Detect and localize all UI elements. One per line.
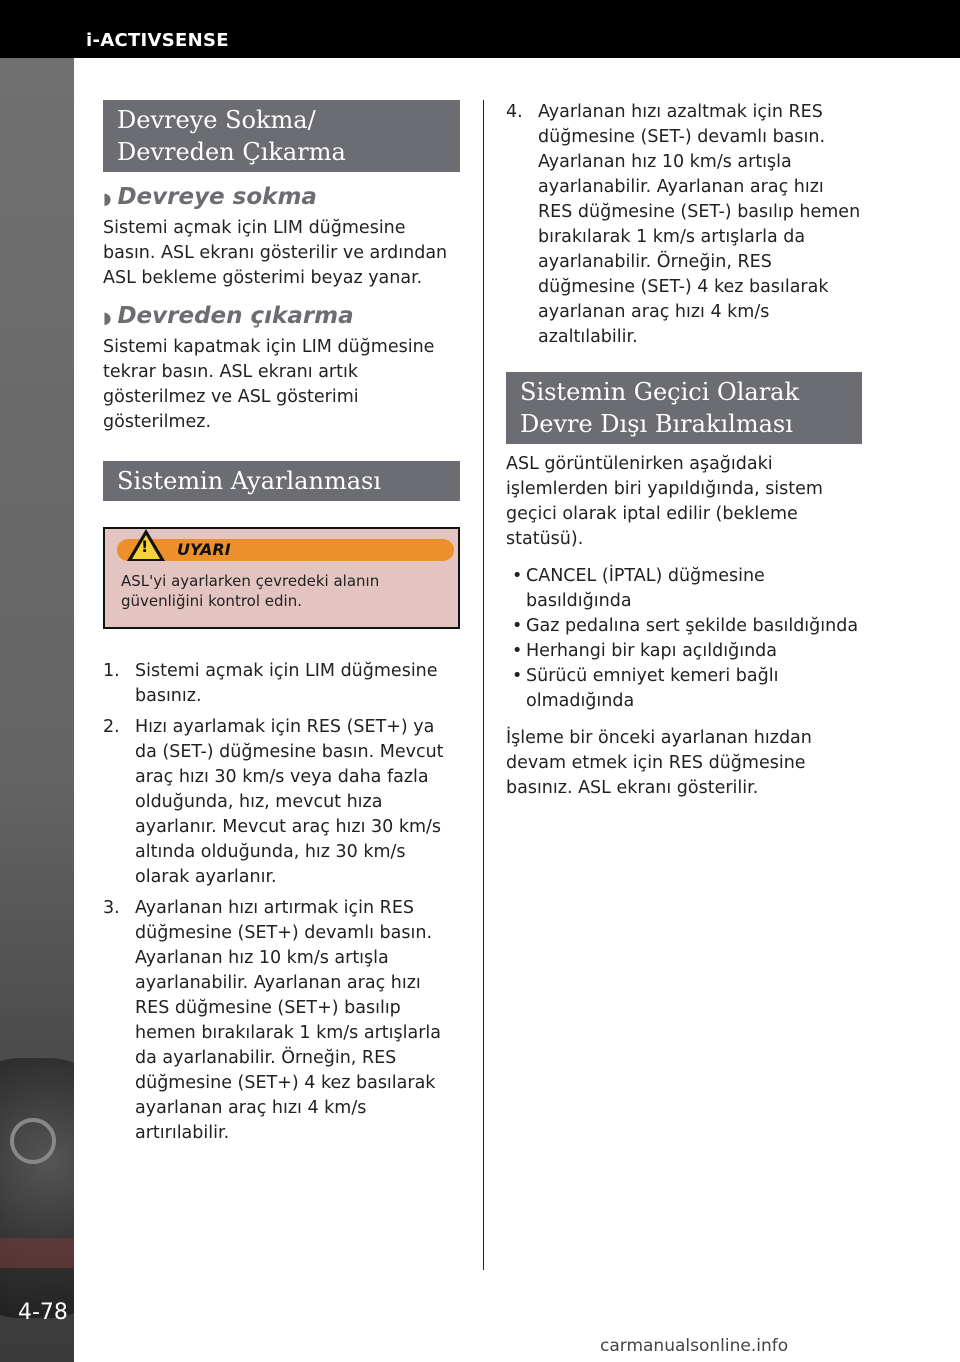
top-bar <box>0 0 960 58</box>
caret-right-icon: ◗ <box>103 308 112 327</box>
list-item: 3. Ayarlanan hızı artırmak için RES düğmesine (SET+) devamlı basın. Ayarlanan hız 10 km/s artışla ayarlanabilir. Ayarlanan araç hızı RES düğmesine (SET+) basılıp hemen bırakılarak 1 km/s artışlarla da ayarlanabilir. Örneğin, RES düğmesine (SET+) 4 kez basılarak ayarlanan araç hızı 4 km/s artırılabilir. <box>103 898 441 1143</box>
heading-engage: Devreye Sokma/ Devreden Çıkarma <box>103 100 460 172</box>
column-divider <box>483 100 484 1270</box>
warning-box <box>103 527 460 629</box>
paragraph-engage: Sistemi açmak için LIM düğmesine basın. ASL ekranı gösterilir ve ardından ASL bekleme gösterimi beyaz yanar. <box>103 218 448 288</box>
exclamation-icon: ! <box>141 537 149 556</box>
list-item: • Herhangi bir kapı açıldığında <box>512 641 777 661</box>
ambient-light-graphic <box>0 1238 74 1268</box>
left-column <box>103 100 460 1152</box>
condition-list <box>506 564 862 714</box>
caret-right-icon: ◗ <box>103 189 112 208</box>
paragraph-disengage: Sistemi kapatmak için LIM düğmesine tekrar basın. ASL ekranı artık gösterilmez ve ASL gösterimi gösterilmez. <box>103 337 435 432</box>
paragraph-disable-intro: ASL görüntülenirken aşağıdaki işlemlerden biri yapıldığında, sistem geçici olarak iptal edilir (bekleme statüsü). <box>506 454 823 549</box>
list-item: • Sürücü emniyet kemeri bağlı olmadığında <box>512 666 779 711</box>
heading-setting: Sistemin Ayarlanması <box>103 461 460 501</box>
list-item: 4. Ayarlanan hızı azaltmak için RES düğmesine (SET-) devamlı basın. Ayarlanan hız 10 km/s artışla ayarlanabilir. Ayarlanan araç hızı RES düğmesine (SET-) basılıp hemen bırakılarak 1 km/s artışlarla da ayarlanabilir. Örneğin, RES düğmesine (SET-) 4 kez basılarak ayarlanan araç hızı 4 km/s azaltılabilir. <box>506 102 861 347</box>
watermark: carmanualsonline.info <box>600 1336 789 1356</box>
list-item: 2. Hızı ayarlamak için RES (SET+) ya da (SET-) düğmesine basın. Mevcut araç hızı 30 km/s veya daha fazla olduğunda, hız, mevcut hıza ayarlanır. Mevcut araç hızı 30 km/s altında olduğunda, hız 30 km/s olarak ayarlanır. <box>103 717 444 887</box>
air-vent-graphic <box>10 1118 56 1164</box>
warning-label: UYARI <box>177 540 231 559</box>
subheading-disengage: ◗ Devreden çıkarma <box>103 303 354 329</box>
steps-list <box>103 659 460 1146</box>
list-item: 1. Sistemi açmak için LIM düğmesine basınız. <box>103 661 438 706</box>
warning-banner <box>117 539 454 561</box>
sidebar-photo <box>0 58 74 1362</box>
heading-temporary-disable: Sistemin Geçici Olarak Devre Dışı Bırakılması <box>506 372 862 444</box>
subheading-engage: ◗ Devreye sokma <box>103 184 317 210</box>
right-column <box>506 100 862 801</box>
list-item: • CANCEL (İPTAL) düğmesine basıldığında <box>512 566 765 611</box>
warning-text: ASL'yi ayarlarken çevredeki alanın güvenliğini kontrol edin. <box>121 572 380 610</box>
page-number: 4-78 <box>18 1300 68 1325</box>
dashboard-image <box>0 1058 74 1318</box>
paragraph-resume: İşleme bir önceki ayarlanan hızdan devam etmek için RES düğmesine basınız. ASL ekranı gösterilir. <box>506 728 812 798</box>
list-item: • Gaz pedalına sert şekilde basıldığında <box>512 616 859 636</box>
section-title: i-ACTIVSENSE <box>86 30 229 51</box>
